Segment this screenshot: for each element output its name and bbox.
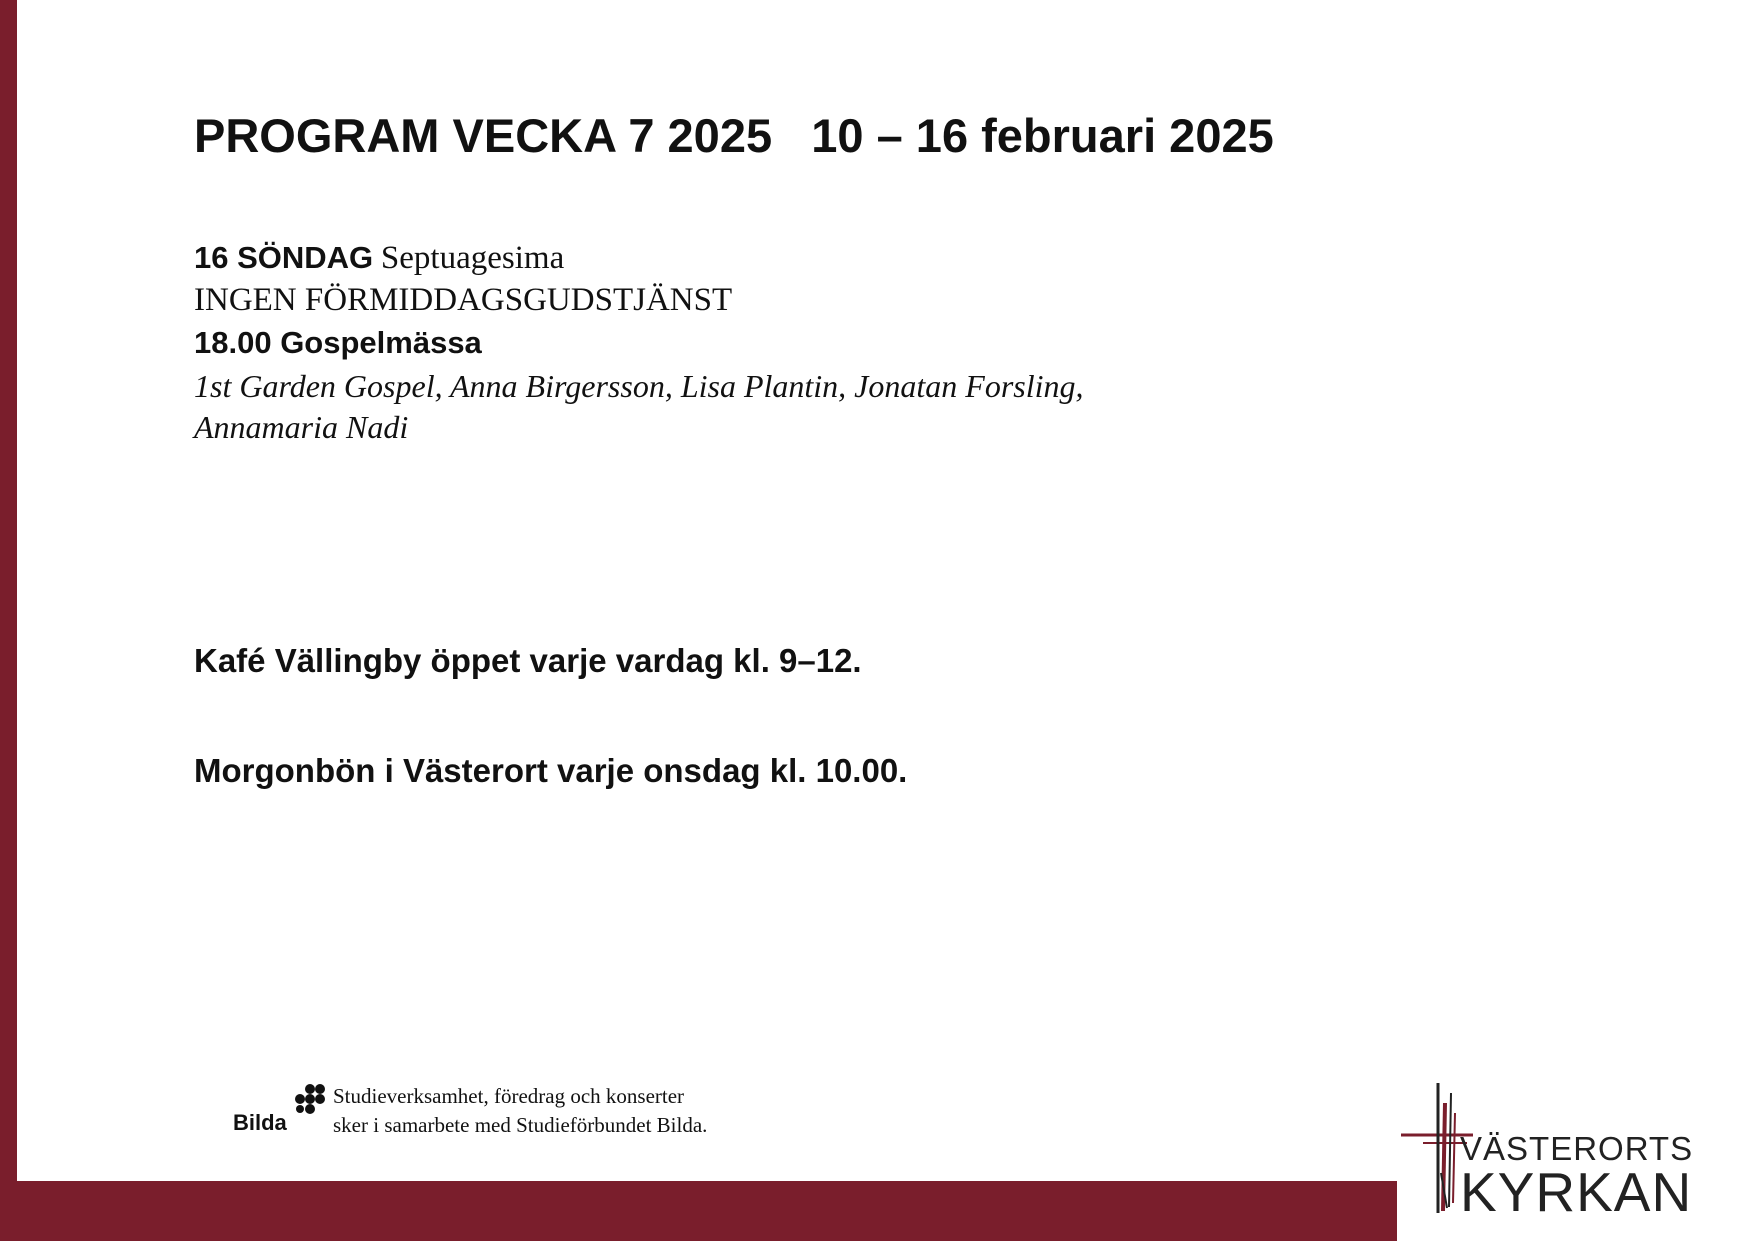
- performers-line-2: Annamaria Nadi: [194, 409, 409, 445]
- cafe-info: Kafé Vällingby öppet varje vardag kl. 9–12.: [194, 642, 862, 679]
- bilda-dots-logo-icon: [286, 1083, 326, 1121]
- sunday-day: 16 SÖNDAG: [194, 240, 374, 275]
- church-name-line-1: VÄSTERORTS: [1460, 1130, 1694, 1167]
- bilda-wordmark: Bilda: [233, 1110, 287, 1135]
- sunday-liturgical-name: Septuagesima: [380, 240, 565, 276]
- sunday-heading: [194, 240, 564, 277]
- bottom-accent-bar: [0, 1181, 1397, 1241]
- morning-prayer-info: Morgonbön i Västerort varje onsdag kl. 10.00.: [194, 752, 908, 789]
- study-note-line-1: Studieverksamhet, föredrag och konserter: [333, 1084, 685, 1108]
- gospel-event: 18.00 Gospelmässa: [194, 325, 482, 360]
- page-title: PROGRAM VECKA 7 2025 10 – 16 februari 2025: [194, 109, 1274, 162]
- no-service-notice: INGEN FÖRMIDDAGSGUDSTJÄNST: [194, 282, 733, 318]
- left-accent-bar: [0, 0, 17, 1241]
- study-note-line-2: sker i samarbete med Studieförbundet Bilda.: [333, 1113, 708, 1137]
- performers-line-1: 1st Garden Gospel, Anna Birgersson, Lisa Plantin, Jonatan Forsling,: [194, 368, 1084, 404]
- church-name-line-2: KYRKAN: [1460, 1161, 1693, 1223]
